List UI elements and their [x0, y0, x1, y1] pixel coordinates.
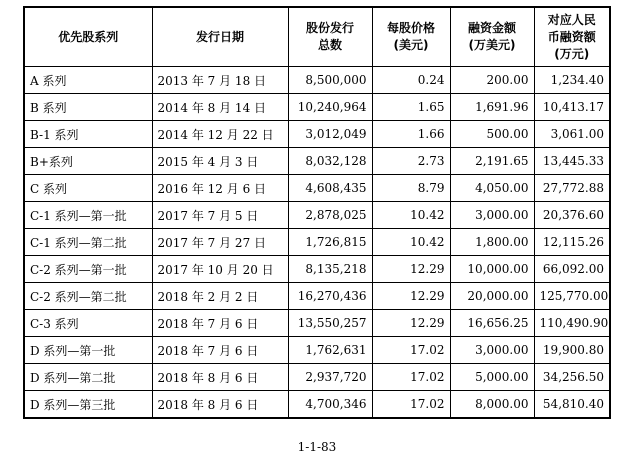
cell-price-per-share: 0.24 [372, 67, 450, 94]
cell-series: D 系列—第一批 [24, 337, 152, 364]
cell-financing-rmb: 27,772.88 [534, 175, 610, 202]
cell-financing-rmb: 10,413.17 [534, 94, 610, 121]
cell-total-shares: 2,937,720 [288, 364, 372, 391]
cell-series: B 系列 [24, 94, 152, 121]
header-price-per-share: 每股价格 (美元) [372, 7, 450, 67]
cell-issue-date: 2018 年 7 月 6 日 [152, 310, 288, 337]
cell-financing-rmb: 66,092.00 [534, 256, 610, 283]
table-row [24, 256, 610, 283]
table-row [24, 94, 610, 121]
cell-financing-usd: 200.00 [450, 67, 534, 94]
cell-series: D 系列—第三批 [24, 391, 152, 419]
cell-financing-rmb: 12,115.26 [534, 229, 610, 256]
cell-price-per-share: 12.29 [372, 256, 450, 283]
cell-issue-date: 2017 年 7 月 5 日 [152, 202, 288, 229]
cell-series: A 系列 [24, 67, 152, 94]
cell-total-shares: 1,762,631 [288, 337, 372, 364]
cell-price-per-share: 17.02 [372, 391, 450, 419]
cell-price-per-share: 1.65 [372, 94, 450, 121]
table-row [24, 310, 610, 337]
cell-issue-date: 2018 年 8 月 6 日 [152, 391, 288, 419]
cell-financing-usd: 1,800.00 [450, 229, 534, 256]
header-series: 优先股系列 [24, 7, 152, 67]
cell-financing-usd: 3,000.00 [450, 202, 534, 229]
cell-financing-usd: 20,000.00 [450, 283, 534, 310]
cell-series: C-1 系列—第二批 [24, 229, 152, 256]
cell-financing-rmb: 1,234.40 [534, 67, 610, 94]
cell-price-per-share: 8.79 [372, 175, 450, 202]
header-financing-usd: 融资金额 (万美元) [450, 7, 534, 67]
cell-total-shares: 8,135,218 [288, 256, 372, 283]
cell-financing-rmb: 110,490.90 [534, 310, 610, 337]
cell-issue-date: 2015 年 4 月 3 日 [152, 148, 288, 175]
cell-total-shares: 8,500,000 [288, 67, 372, 94]
cell-financing-usd: 8,000.00 [450, 391, 534, 419]
cell-total-shares: 8,032,128 [288, 148, 372, 175]
header-financing-rmb: 对应人民 币融资额 (万元) [534, 7, 610, 67]
cell-financing-usd: 10,000.00 [450, 256, 534, 283]
cell-price-per-share: 10.42 [372, 202, 450, 229]
table-row [24, 175, 610, 202]
cell-issue-date: 2018 年 7 月 6 日 [152, 337, 288, 364]
cell-series: C-2 系列—第二批 [24, 283, 152, 310]
cell-total-shares: 4,608,435 [288, 175, 372, 202]
cell-financing-usd: 3,000.00 [450, 337, 534, 364]
cell-series: C-2 系列—第一批 [24, 256, 152, 283]
cell-issue-date: 2013 年 7 月 18 日 [152, 67, 288, 94]
cell-financing-usd: 1,691.96 [450, 94, 534, 121]
cell-financing-rmb: 125,770.00 [534, 283, 610, 310]
cell-total-shares: 1,726,815 [288, 229, 372, 256]
table-row [24, 67, 610, 94]
cell-price-per-share: 17.02 [372, 364, 450, 391]
table-row [24, 202, 610, 229]
cell-total-shares: 3,012,049 [288, 121, 372, 148]
table-row [24, 283, 610, 310]
cell-total-shares: 13,550,257 [288, 310, 372, 337]
cell-price-per-share: 17.02 [372, 337, 450, 364]
cell-issue-date: 2018 年 8 月 6 日 [152, 364, 288, 391]
table-row [24, 337, 610, 364]
cell-financing-usd: 2,191.65 [450, 148, 534, 175]
cell-series: C 系列 [24, 175, 152, 202]
cell-financing-rmb: 34,256.50 [534, 364, 610, 391]
header-issue-date: 发行日期 [152, 7, 288, 67]
cell-financing-rmb: 3,061.00 [534, 121, 610, 148]
cell-price-per-share: 12.29 [372, 310, 450, 337]
cell-series: B+系列 [24, 148, 152, 175]
cell-total-shares: 4,700,346 [288, 391, 372, 419]
cell-price-per-share: 1.66 [372, 121, 450, 148]
header-total-shares: 股份发行 总数 [288, 7, 372, 67]
table-row [24, 229, 610, 256]
cell-financing-usd: 16,656.25 [450, 310, 534, 337]
preferred-shares-table [23, 6, 611, 419]
cell-issue-date: 2017 年 7 月 27 日 [152, 229, 288, 256]
cell-issue-date: 2016 年 12 月 6 日 [152, 175, 288, 202]
table-row [24, 391, 610, 419]
cell-financing-rmb: 19,900.80 [534, 337, 610, 364]
cell-issue-date: 2017 年 10 月 20 日 [152, 256, 288, 283]
table-row [24, 121, 610, 148]
cell-financing-usd: 500.00 [450, 121, 534, 148]
cell-financing-rmb: 20,376.60 [534, 202, 610, 229]
page-number: 1-1-83 [297, 440, 337, 454]
table-row [24, 148, 610, 175]
cell-series: C-1 系列—第一批 [24, 202, 152, 229]
cell-series: C-3 系列 [24, 310, 152, 337]
cell-series: B-1 系列 [24, 121, 152, 148]
cell-financing-usd: 4,050.00 [450, 175, 534, 202]
table-row [24, 364, 610, 391]
cell-price-per-share: 10.42 [372, 229, 450, 256]
cell-financing-usd: 5,000.00 [450, 364, 534, 391]
cell-total-shares: 2,878,025 [288, 202, 372, 229]
cell-series: D 系列—第二批 [24, 364, 152, 391]
cell-price-per-share: 12.29 [372, 283, 450, 310]
cell-total-shares: 10,240,964 [288, 94, 372, 121]
cell-issue-date: 2018 年 2 月 2 日 [152, 283, 288, 310]
cell-issue-date: 2014 年 12 月 22 日 [152, 121, 288, 148]
table-header-row [24, 7, 610, 67]
cell-total-shares: 16,270,436 [288, 283, 372, 310]
cell-financing-rmb: 54,810.40 [534, 391, 610, 419]
cell-price-per-share: 2.73 [372, 148, 450, 175]
cell-financing-rmb: 13,445.33 [534, 148, 610, 175]
table-body [24, 67, 610, 419]
cell-issue-date: 2014 年 8 月 14 日 [152, 94, 288, 121]
